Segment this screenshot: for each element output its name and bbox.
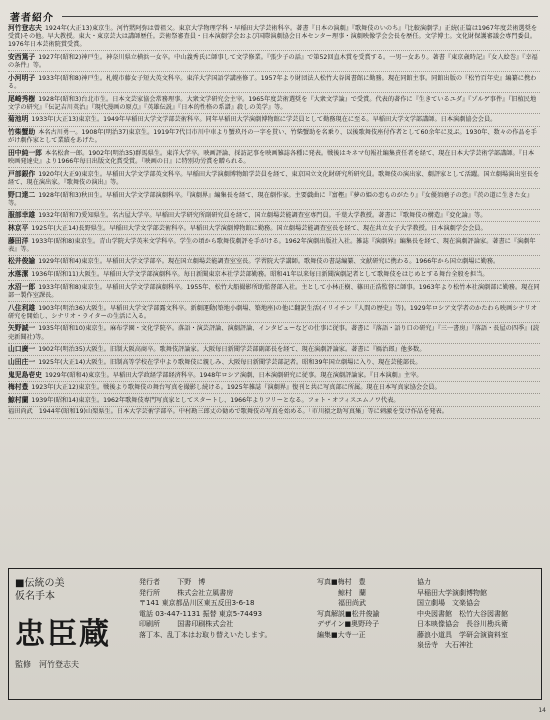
author-bio: [8, 24, 540, 51]
author-description: 本名松倉一郎。1902年(明治35)群馬県生。東洋大学卒。映画評論、採訪記事を映画雑誌各種に発表。戦後はキネマ旬報社編集責任者を経て、現在日本大学芸術学部講師。『日本映画発達史』より1966年毎日出版文化賞受賞。『映画の日』に特別功労賞を贈られる。: [8, 149, 535, 166]
company-label: 発行所: [139, 588, 160, 597]
author-name: 河竹登志夫: [8, 24, 42, 32]
title-rule: [62, 16, 538, 17]
author-description: 1932年(昭和7)愛知県生。名古屋大学卒。早稲田大学研究所副研究員を経て、国立劇場芸能調査室専門員。千葉大学教授。著書に『歌舞伎の構造』『変化論』等。: [38, 212, 487, 220]
author-name: 矢野誠一: [8, 324, 36, 333]
author-description: 1925年(大正14)長野県生。早稲田大学文学部芸術科卒。早稲田大学演劇博物館に勤務。国立劇場芸能調査室長を経て、現在共立女子大学教授。日本演劇学会会員。: [31, 224, 487, 232]
author-name: 八住利雄: [8, 303, 36, 312]
colophon-cooperation-block: [417, 577, 539, 651]
credit-line: 編集■大寺一正: [317, 630, 366, 639]
author-bio: [8, 345, 540, 356]
author-description: 1903年(明治36)大阪生。早稲田大学文学部露文科卒。新劇運動(築地小劇場、築地座)の他に翻訳生活(イリイチン『人間の歴史』等)。1929年ロシア文学者のかたわら映画シナリオ研究を開始し、シナリオ・ライターの生活に入る。: [8, 304, 537, 320]
printer-name: 国書印刷株式会社: [177, 620, 234, 628]
colophon-box: [8, 568, 542, 700]
series-label: ■伝統の美: [15, 578, 65, 589]
author-bio: [8, 211, 540, 222]
author-bio: [8, 383, 540, 394]
author-bio: [8, 74, 540, 93]
author-description: 1933年(昭和8)東京生。青山学院大学英米文学科卒。学生の頃から歌舞伎劇評を手がける。1962年演劇出版社入社。雑誌『演劇界』編集長を経て、現在演劇評論家。著書に『演劇年表』等。: [8, 237, 536, 253]
author-name: 安西篤子: [8, 52, 36, 61]
publisher-label: 発行者: [139, 578, 160, 586]
author-bio: [8, 304, 540, 323]
author-description: 1927年(昭和2)神戸生。神奈川県立横浜一女卒。中山義秀氏に師事して文学修業。『張少子の話』で第52回直木賞を受賞する。一男一女あり。著書『東京歳時記』『女人絵巻』『幸福の条件』等。: [8, 53, 538, 70]
author-description: 1902年(明治35)大阪生。旧制大阪高商卒。歌舞伎評論家。大阪毎日新聞学芸部副部長を経て、現在演劇評論家。著書に『鴈治郎』他多数。: [38, 346, 426, 354]
credit-line: 鯨村 蘭: [317, 588, 366, 597]
book-title: 忠臣蔵: [15, 617, 111, 652]
author-name: 小河明子: [8, 73, 36, 82]
author-name: 水落潔: [8, 270, 29, 279]
author-bio: [8, 358, 540, 369]
company-row: [139, 588, 339, 599]
author-name: 松井俊諭: [8, 257, 36, 266]
author-bio: [8, 191, 540, 210]
printer-row: [139, 619, 339, 630]
phone: 電話 03-447-1131 振替 東京5-74493: [139, 609, 263, 618]
author-bio: [8, 53, 540, 72]
publisher-row: [139, 577, 339, 588]
author-name: 竹柴蟹助: [8, 128, 36, 137]
cooperation-line: 泉岳寺 大石神社: [417, 641, 473, 649]
subseries-label: 仮名手本: [15, 591, 55, 602]
colophon-title-block: [15, 577, 125, 670]
author-bio: [8, 324, 540, 343]
credit-line: デザイン■奥野玲子: [317, 620, 380, 628]
cooperation-line: 中央図書館 松竹大谷図書館: [417, 609, 508, 618]
author-bio: [8, 371, 540, 382]
author-description: 1933年(昭和8)東京生。早稲田大学文学部演劇科卒。1955年、松竹大船撮影所助監督部入社。主として小林正樹、篠田正浩監督に師事。1963年より松竹本社演劇部に勤務。現在同部一製作室課長。: [8, 283, 540, 299]
author-description: 1928年(昭和3)台北市生。日本文芸家協会常務理事。大衆文学研究会主宰。1965年度芸術選奨を『大衆文学論』で受賞。代表的著作に『生きているユダ』『ゾルゲ事件』『旧植民地文学の研究』『伝記吉川英治』『現代漫画の原点』『英雄伝説』『日本的性格の系譜』殺しの美学』等。: [8, 95, 537, 111]
author-bio: [8, 257, 540, 268]
author-description: 1935年(昭和10)東京生。麻布学園・文化学院卒。落語・演芸評論、演劇評論、インタビューなどの仕事に従事。著書に『落語・語り口の研究』『三一書房』『落語・長屋の四季』(読売新聞社)等。: [8, 325, 540, 341]
company-name: 株式会社立風書房: [177, 588, 234, 597]
page-number: 14: [538, 707, 546, 714]
printer-label: 印刷所: [139, 620, 160, 628]
author-bio: [8, 115, 540, 126]
cooperation-label: 協力: [417, 578, 431, 586]
author-bio: [8, 170, 540, 189]
colophon-credits-block: [317, 577, 412, 640]
author-description: 1933年(大正13)東京生。1949年早稲田大学文学部芸術科卒。同年早稲田大学演劇博物館に学芸員として勤務現在に至る。早稲田大学文学部講師。日本演劇協会会員。: [31, 116, 497, 124]
author-name: 鯨村蘭: [8, 395, 29, 404]
author-description: 1920年(大正9)東京生。早稲田大学文学部英文科卒。早稲田大学演劇博物館学芸員を経て、東京国立文化財研究所研究員。歌舞伎の演出家、劇評家として活躍。国立劇場演出室長を経て、現在演出家。『歌舞伎の演出』等。: [8, 170, 540, 186]
author-bio: [8, 270, 540, 281]
credit-line: 福田尚武: [317, 599, 366, 607]
author-description: 1924年(大正13)東京生。河竹黙阿弥は曾祖父。東京大学物理学科・早稲田大学芸術科卒。著書『日本の演劇』『歌舞伎のいのち』『比較演劇学』正続(正篇は1967年度芸術選奨を受賞)その他。早大教授。東大・東京芸大は講師歴任。芸術祭審査員・日本演劇学会および国際演劇協会日本センター理事・演劇映像学会会長を歴任。文学博士。文化財保護審議会専門委員。1976年日本芸術院賞受賞。: [8, 25, 538, 49]
author-description: 1929年(昭和4)東京生。早稲田大学政経学部経済科卒。1948年ロシア演劇、日本演劇研究に従事。現在演劇評論家。『日本演劇』主宰。: [44, 371, 423, 379]
colophon-publisher-block: [139, 577, 339, 640]
author-description: 1939年(昭和14)東京生。1962年歌舞伎専門写真家としてスタートし、1966年よりフリーとなる。フォト・オフィスエムノワ代表。: [31, 396, 400, 404]
author-bio: [8, 224, 540, 235]
author-name: 山口廣一: [8, 345, 36, 354]
author-name: 藤田洋: [8, 236, 29, 245]
author-name: 戸部銀作: [8, 169, 36, 178]
author-name: 服部幸雄: [8, 211, 36, 220]
author-name: 鬼児島壱史: [8, 370, 42, 379]
author-description: 1929年(昭和4)東京生。早稲田大学文学部卒。現在国立劇場芸能調査室室長。学習院大学講師。歌舞伎の書誌編纂、文献研究に携わる。1966年から国立劇場に勤務。: [38, 258, 500, 266]
author-name: 林京平: [8, 223, 29, 232]
author-bio: [8, 283, 540, 302]
cooperation-line: 早稲田大学演劇博物館: [417, 588, 487, 597]
author-bio: [8, 128, 540, 147]
author-name: 田中純一郎: [8, 148, 42, 157]
author-name: 尾崎秀樹: [8, 94, 36, 103]
author-name: 梅村豊: [8, 383, 29, 392]
author-name: 水沼一郎: [8, 282, 36, 291]
credit-line: 写真解説■松井俊諭: [317, 609, 380, 618]
author-bio: [8, 95, 540, 114]
publisher-name: 下野 博: [177, 578, 206, 586]
author-description: 1925年(大正14)大阪生。旧制高等学校在学中より歌舞伎に親しみ、大阪毎日新聞学芸部記者。昭和39年国立劇場に入り、現在芸能部長。: [38, 358, 422, 366]
author-description: 1923年(大正12)東京生。戦後より歌舞伎の舞台写真を撮影し続ける。1925年雑誌『演劇界』復刊と共に写真部に所属。現在日本写真家協会会員。: [31, 384, 441, 392]
cooperation-line: 藤浪小道具 学研会演資料室: [417, 630, 508, 639]
author-description: 1933年(昭和8)神戸生。札幌市藤女子短大英文科卒。東洋大学国語学講座修了。1957年より財団法人松竹大谷図書館に勤務。現在同館主事。同館出版の『松竹百年史』編纂に携わる。: [8, 74, 537, 90]
credit-line: 写真■梅村 豊: [317, 578, 366, 586]
supervisor: 監修 河竹登志夫: [15, 660, 79, 669]
author-description: 本名古川勇一。1908年(明治37)東京生。1919年7代目市川中車より蟹玖丹の一字を貰い、竹柴蟹助を名乗り、以後歌舞伎座付作者として60余年に及ぶ。1930年、数々の作品を手がけ劇作家として業績をあげた。: [8, 129, 537, 145]
section-title: 著者紹介: [10, 13, 54, 24]
cooperation-line: 日本映像協会 長谷川勘兵衛: [417, 620, 508, 628]
cooperation-line: 国立劇場 文楽協会: [417, 599, 480, 607]
address: 〒141 東京都品川区東五反田3-6-18: [139, 599, 255, 607]
author-name: 山田庄一: [8, 357, 36, 366]
author-bio: [8, 237, 540, 256]
author-bio-list: [8, 24, 540, 420]
notice: 落丁本、乱丁本はお取り替えいたします。: [139, 630, 272, 639]
author-description: 1928年(昭和3)秋田生。早稲田大学文学部演劇科卒。『演劇界』編集長を経て、現在劇作家。主要戯曲に『富樫』『夢の姫の恋ものがたり』『女優須磨子の恋』『茨の道に生きた女』等。: [8, 191, 533, 207]
author-name: 菊池明: [8, 115, 29, 124]
author-description: 1936年(昭和11)大阪生。早稲田大学文学部演劇科卒。毎日新聞東京本社学芸部勤務。昭和41年以来毎日新聞演劇記者として歌舞伎をはじめとする舞台全般を担当。: [31, 271, 489, 279]
footnote: 福田尚武 1944年(昭和19)山梨県生。日本大学芸術学部卒。中村勘三郎丈の勧めで歌舞伎の写真を始める。「市川猿之助写真集」等に刺激を受け作品を発表。: [8, 408, 540, 418]
author-name: 野口達二: [8, 190, 36, 199]
author-bio: [8, 149, 540, 168]
author-bio: [8, 396, 540, 407]
